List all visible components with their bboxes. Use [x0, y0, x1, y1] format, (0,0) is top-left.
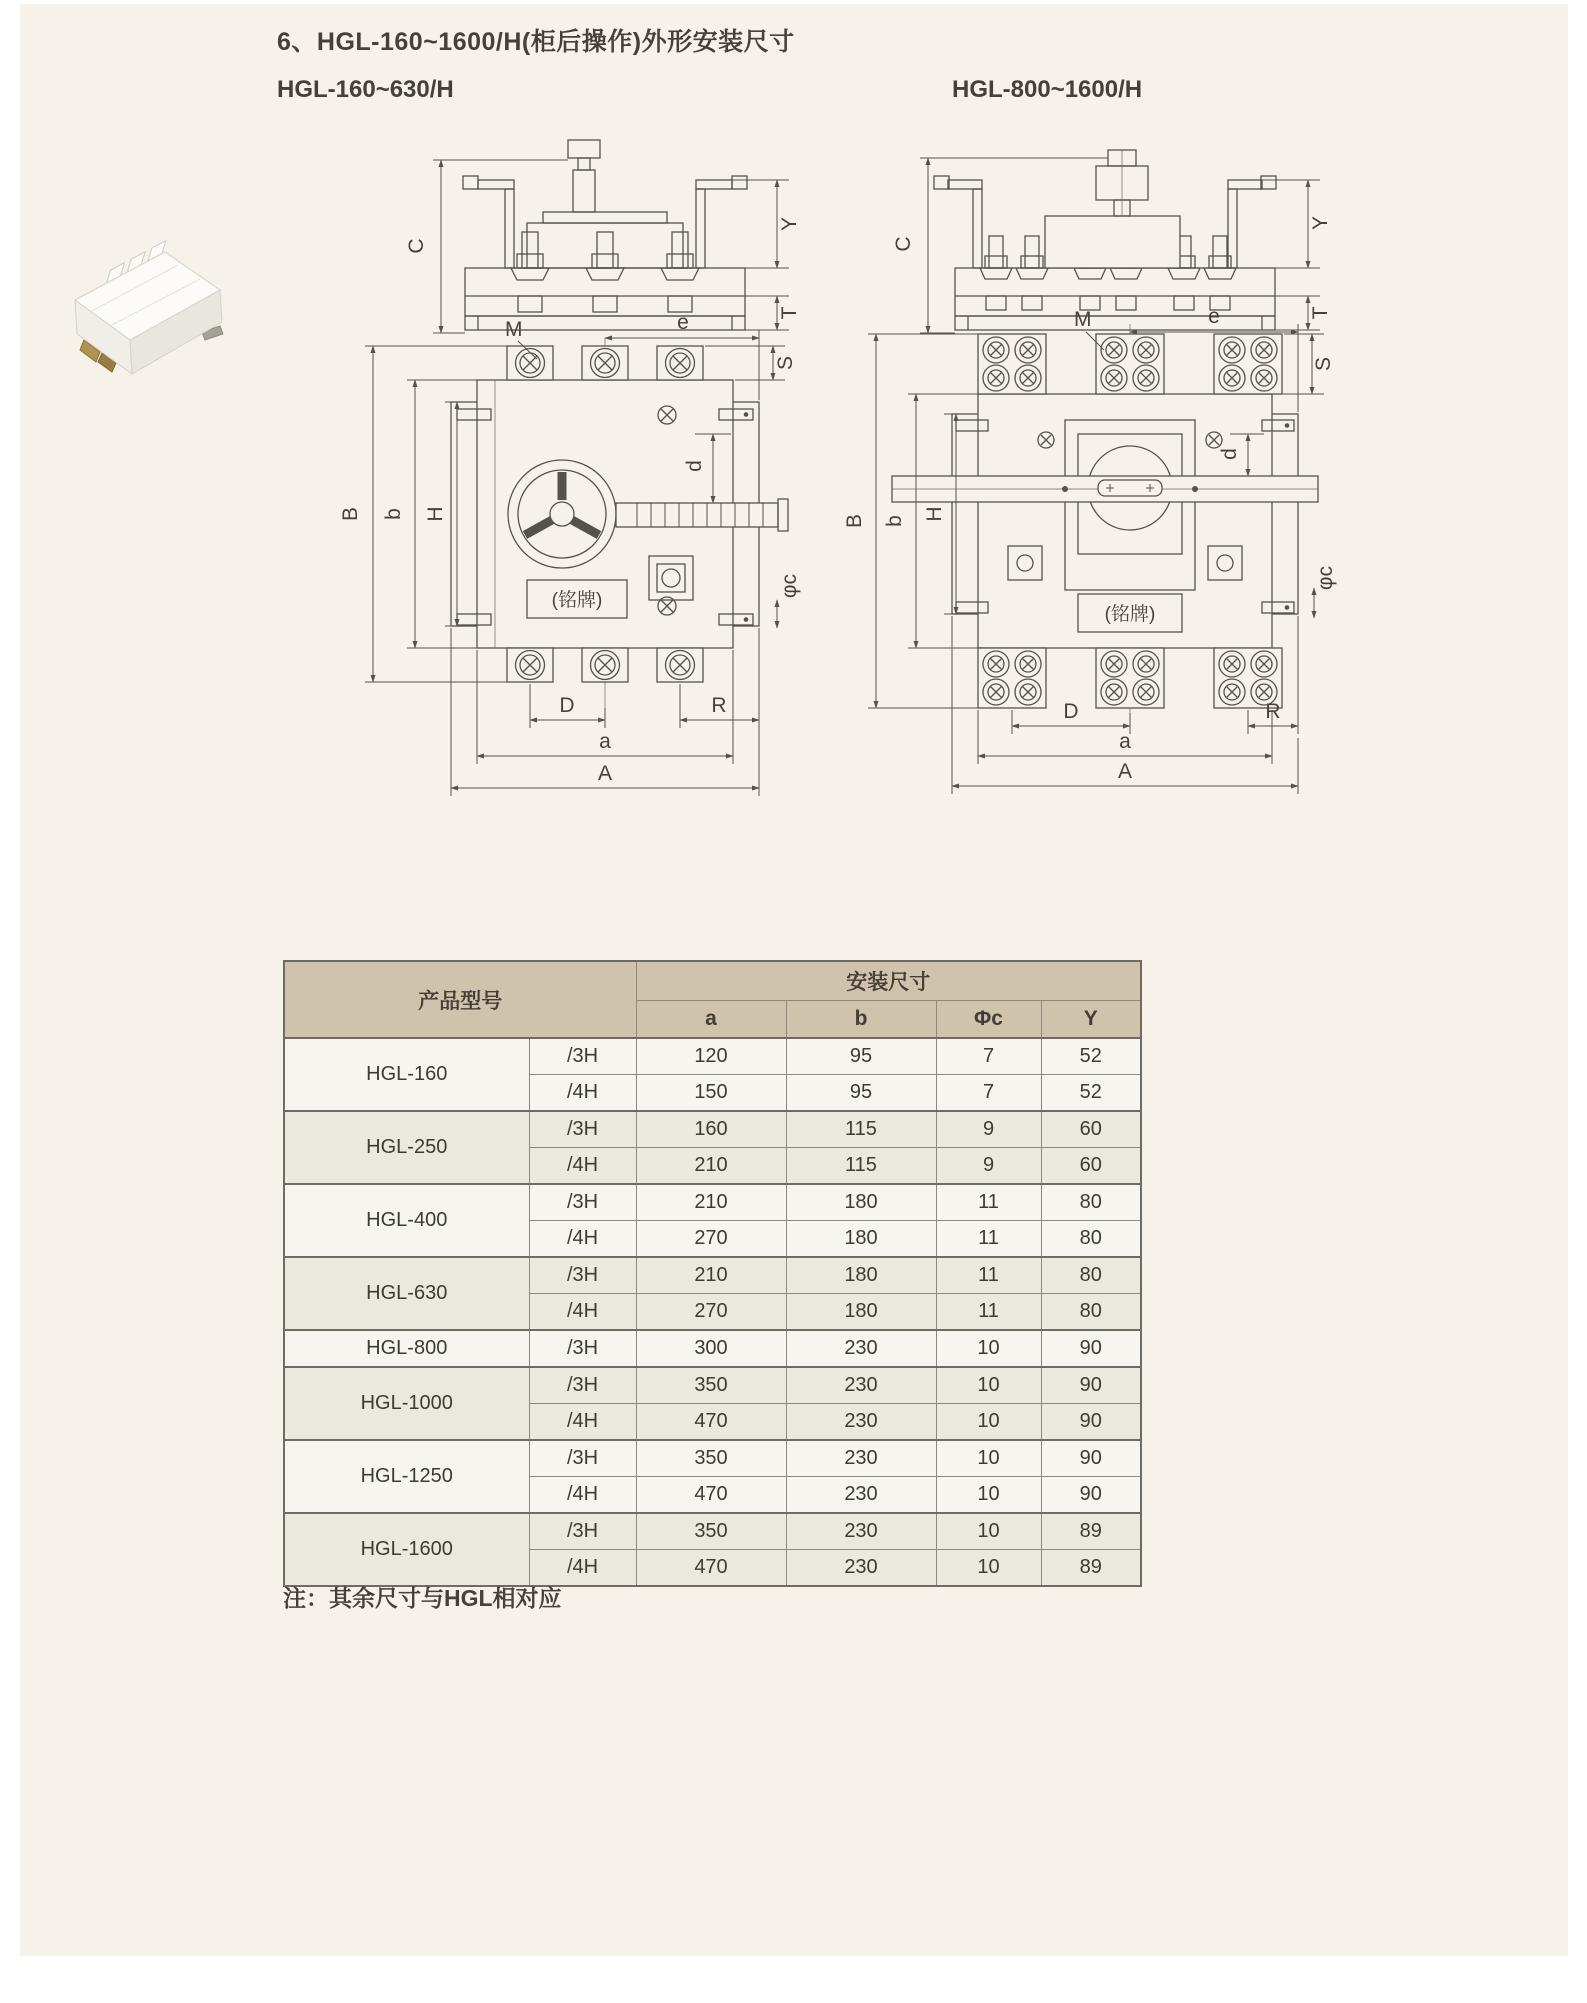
dim-phic-cell: 7: [936, 1075, 1041, 1112]
dim-b-cell: 180: [786, 1257, 936, 1294]
catalog-page: [20, 4, 1568, 1956]
dim-b-cell: 95: [786, 1038, 936, 1075]
variant-cell: /3H: [529, 1367, 636, 1404]
dim-label-b: b: [382, 508, 405, 520]
dim-a-cell: 470: [636, 1550, 786, 1587]
model-cell: HGL-400: [284, 1184, 529, 1257]
dim-phic-cell: 11: [936, 1184, 1041, 1221]
dim-a-cell: 350: [636, 1367, 786, 1404]
table-row: [284, 1257, 1141, 1294]
right-front-view: [843, 305, 1337, 794]
variant-cell: /4H: [529, 1075, 636, 1112]
variant-cell: /3H: [529, 1330, 636, 1367]
dim-b-cell: 95: [786, 1075, 936, 1112]
dim-label-Y: Y: [778, 216, 801, 232]
dim-y-cell: 90: [1041, 1367, 1141, 1404]
right-technical-drawing: [840, 128, 1370, 818]
dim-y-cell: 90: [1041, 1440, 1141, 1477]
dim-a-cell: 120: [636, 1038, 786, 1075]
dim-a-cell: 350: [636, 1513, 786, 1550]
dim-label-R: R: [711, 694, 727, 717]
variant-cell: /3H: [529, 1257, 636, 1294]
dim-phic-cell: 11: [936, 1257, 1041, 1294]
dim-phic-cell: 9: [936, 1111, 1041, 1148]
product-photo: [50, 222, 245, 392]
table-row: [284, 1111, 1141, 1148]
dim-y-cell: 90: [1041, 1477, 1141, 1514]
dim-label-a: a: [599, 730, 611, 753]
header-col-b: b: [786, 1001, 936, 1039]
table-row: [284, 1184, 1141, 1221]
dim-label-d: d: [683, 460, 706, 472]
right-drawing-title: HGL-800~1600/H: [952, 76, 1143, 103]
dim-label-a: a: [1119, 730, 1131, 753]
dim-label-H: H: [923, 506, 946, 522]
dim-label-B: B: [339, 506, 362, 522]
dim-phic-cell: 9: [936, 1148, 1041, 1185]
table-row: [284, 1367, 1141, 1404]
dim-b-cell: 115: [786, 1148, 936, 1185]
dim-label-A: A: [597, 762, 613, 785]
model-cell: HGL-160: [284, 1038, 529, 1111]
nameplate-label: (铭牌): [1104, 604, 1156, 625]
variant-cell: /4H: [529, 1294, 636, 1331]
dim-a-cell: 270: [636, 1221, 786, 1258]
table-row: [284, 1513, 1141, 1550]
dim-b-cell: 180: [786, 1184, 936, 1221]
table-row: [284, 1038, 1141, 1075]
model-cell: HGL-1250: [284, 1440, 529, 1513]
nameplate-label: (铭牌): [551, 590, 603, 611]
variant-cell: /4H: [529, 1221, 636, 1258]
dim-a-cell: 470: [636, 1404, 786, 1441]
left-technical-drawing: [315, 128, 825, 818]
dimensions-table: [283, 960, 1142, 1587]
dim-phic-cell: 10: [936, 1367, 1041, 1404]
dim-phic-cell: 10: [936, 1477, 1041, 1514]
variant-cell: /3H: [529, 1111, 636, 1148]
model-cell: HGL-630: [284, 1257, 529, 1330]
table-row: [284, 1330, 1141, 1367]
dim-y-cell: 80: [1041, 1257, 1141, 1294]
variant-cell: /4H: [529, 1550, 636, 1587]
header-col-phic: Φc: [936, 1001, 1041, 1039]
variant-cell: /3H: [529, 1038, 636, 1075]
dim-phic-cell: 10: [936, 1550, 1041, 1587]
dim-phic-cell: 10: [936, 1404, 1041, 1441]
variant-cell: /3H: [529, 1440, 636, 1477]
model-cell: HGL-1600: [284, 1513, 529, 1586]
dim-b-cell: 230: [786, 1477, 936, 1514]
dim-y-cell: 89: [1041, 1513, 1141, 1550]
dim-label-S: S: [774, 355, 797, 371]
dim-label-e: e: [1208, 305, 1220, 328]
model-cell: HGL-250: [284, 1111, 529, 1184]
left-front-view: [339, 311, 801, 796]
dim-a-cell: 210: [636, 1148, 786, 1185]
header-product-model: 产品型号: [284, 961, 636, 1038]
right-side-view: [892, 150, 1332, 333]
dim-y-cell: 52: [1041, 1075, 1141, 1112]
dim-phic-cell: 11: [936, 1294, 1041, 1331]
header-col-y: Y: [1041, 1001, 1141, 1039]
dim-phic-cell: 7: [936, 1038, 1041, 1075]
dim-b-cell: 230: [786, 1440, 936, 1477]
section-title: 6、HGL-160~1600/H(柜后操作)外形安装尺寸: [277, 28, 795, 56]
variant-cell: /4H: [529, 1477, 636, 1514]
dim-label-d: d: [1218, 448, 1241, 460]
dim-a-cell: 160: [636, 1111, 786, 1148]
dim-label-S: S: [1312, 356, 1335, 372]
dim-b-cell: 115: [786, 1111, 936, 1148]
dim-a-cell: 210: [636, 1257, 786, 1294]
dim-label-R: R: [1265, 700, 1281, 723]
dim-phic-cell: 10: [936, 1513, 1041, 1550]
dim-y-cell: 89: [1041, 1550, 1141, 1587]
dim-a-cell: 350: [636, 1440, 786, 1477]
model-cell: HGL-1000: [284, 1367, 529, 1440]
dim-a-cell: 210: [636, 1184, 786, 1221]
dim-y-cell: 80: [1041, 1184, 1141, 1221]
dim-y-cell: 90: [1041, 1330, 1141, 1367]
header-install-dims: 安装尺寸: [636, 961, 1141, 1001]
footnote: 注：其余尺寸与HGL相对应: [283, 1585, 562, 1611]
dim-y-cell: 52: [1041, 1038, 1141, 1075]
dim-y-cell: 90: [1041, 1404, 1141, 1441]
dim-b-cell: 180: [786, 1221, 936, 1258]
dim-b-cell: 230: [786, 1550, 936, 1587]
dim-label-D: D: [559, 694, 575, 717]
dim-a-cell: 300: [636, 1330, 786, 1367]
dim-phic-cell: 10: [936, 1330, 1041, 1367]
dim-label-phic: φc: [1314, 565, 1337, 591]
dim-y-cell: 80: [1041, 1221, 1141, 1258]
dim-b-cell: 230: [786, 1367, 936, 1404]
dim-phic-cell: 11: [936, 1221, 1041, 1258]
left-drawing-title: HGL-160~630/H: [277, 76, 454, 103]
dim-label-A: A: [1117, 760, 1133, 783]
variant-cell: /3H: [529, 1513, 636, 1550]
model-cell: HGL-800: [284, 1330, 529, 1367]
dim-b-cell: 230: [786, 1513, 936, 1550]
variant-cell: /4H: [529, 1404, 636, 1441]
dim-y-cell: 80: [1041, 1294, 1141, 1331]
dim-label-T: T: [778, 306, 801, 320]
dim-a-cell: 470: [636, 1477, 786, 1514]
variant-cell: /3H: [529, 1184, 636, 1221]
dim-label-M: M: [1074, 308, 1092, 331]
dim-label-C: C: [892, 236, 915, 252]
dim-a-cell: 270: [636, 1294, 786, 1331]
dim-label-b: b: [883, 515, 906, 527]
dim-label-D: D: [1063, 700, 1079, 723]
dim-label-C: C: [405, 238, 428, 254]
dim-label-e: e: [677, 311, 689, 334]
dim-y-cell: 60: [1041, 1148, 1141, 1185]
dim-label-T: T: [1309, 306, 1332, 320]
dim-a-cell: 150: [636, 1075, 786, 1112]
dim-label-B: B: [843, 513, 866, 529]
dim-b-cell: 230: [786, 1404, 936, 1441]
header-col-a: a: [636, 1001, 786, 1039]
dim-b-cell: 230: [786, 1330, 936, 1367]
variant-cell: /4H: [529, 1148, 636, 1185]
dim-b-cell: 180: [786, 1294, 936, 1331]
dim-label-H: H: [424, 506, 447, 522]
dim-label-phic: φc: [778, 573, 801, 599]
dim-y-cell: 60: [1041, 1111, 1141, 1148]
dim-label-M: M: [505, 318, 523, 341]
dim-label-Y: Y: [1309, 215, 1332, 231]
table-row: [284, 1440, 1141, 1477]
left-side-view: [405, 140, 801, 333]
dim-phic-cell: 10: [936, 1440, 1041, 1477]
